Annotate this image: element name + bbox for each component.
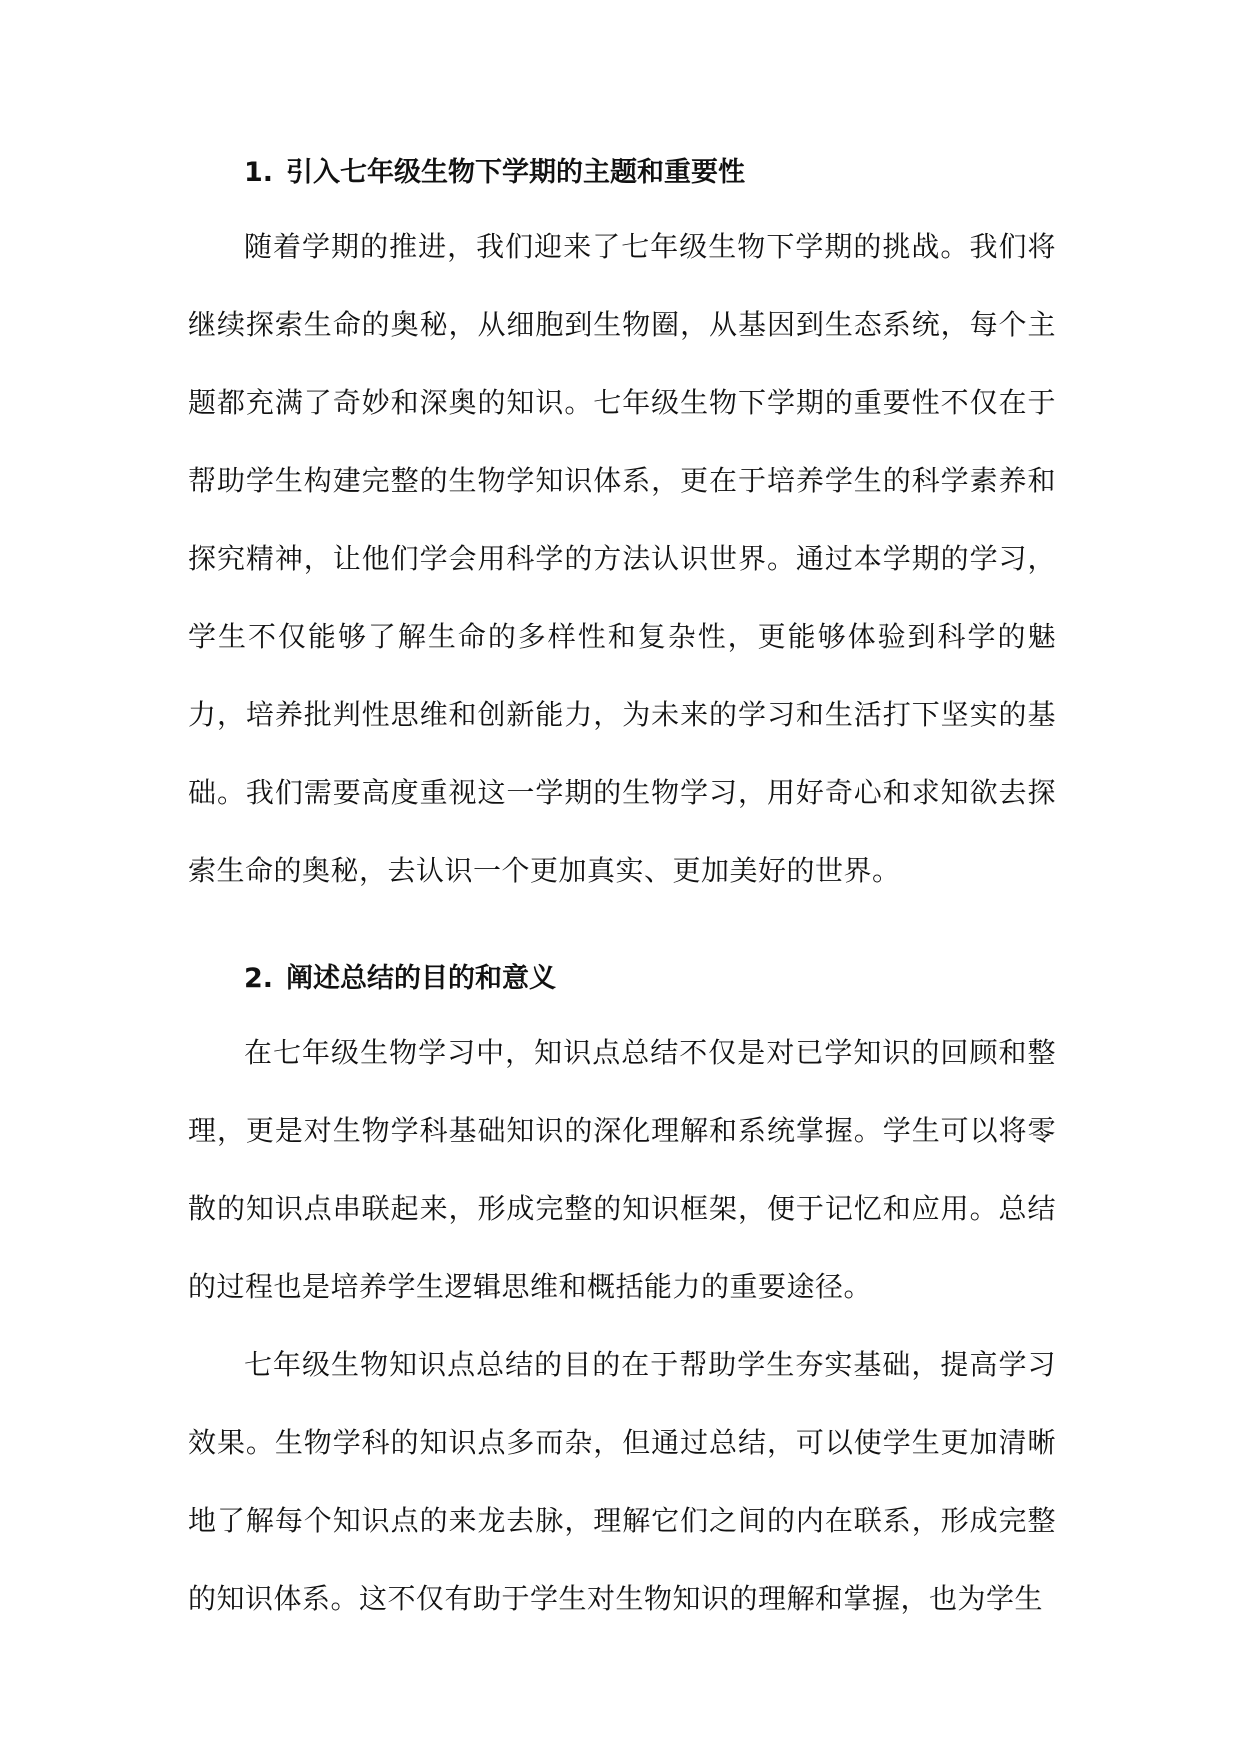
section-number-1: 1. — [244, 157, 274, 188]
section-title-2: 阐述总结的目的和意义 — [286, 963, 556, 994]
section-title-1: 引入七年级生物下学期的主题和重要性 — [286, 157, 745, 188]
section-2-paragraph-1: 在七年级生物学习中，知识点总结不仅是对已学知识的回顾和整理，更是对生物学科基础知识的深化理解和系统掌握。学生可以将零散的知识点串联起来，形成完整的知识框架，便于记忆和应用。总结的过程也是培养学生逻辑思维和概括能力的重要途径。 — [188, 1036, 1056, 1303]
section-2-paragraph-2: 七年级生物知识点总结的目的在于帮助学生夯实基础，提高学习效果。生物学科的知识点多而杂，但通过总结，可以使学生更加清晰地了解每个知识点的来龙去脉，理解它们之间的内在联系，形成完整的知识体系。这不仅有助于学生对生物知识的理解和掌握，也为学生 — [188, 1348, 1056, 1615]
section-number-2: 2. — [244, 963, 274, 994]
section-heading-2 — [188, 944, 1056, 1014]
section-1-paragraph-1: 随着学期的推进，我们迎来了七年级生物下学期的挑战。我们将继续探索生命的奥秘，从细胞到生物圈，从基因到生态系统，每个主题都充满了奇妙和深奥的知识。七年级生物下学期的重要性不仅在于帮助学生构建完整的生物学知识体系，更在于培养学生的科学素养和探究精神，让他们学会用科学的方法认识世界。通过本学期的学习，学生不仅能够了解生命的多样性和复杂性，更能够体验到科学的魅力，培养批判性思维和创新能力，为未来的学习和生活打下坚实的基础。我们需要高度重视这一学期的生物学习，用好奇心和求知欲去探索生命的奥秘，去认识一个更加真实、更加美好的世界。 — [188, 230, 1056, 887]
section-heading-1 — [188, 138, 1056, 208]
document-body — [188, 138, 1056, 1638]
